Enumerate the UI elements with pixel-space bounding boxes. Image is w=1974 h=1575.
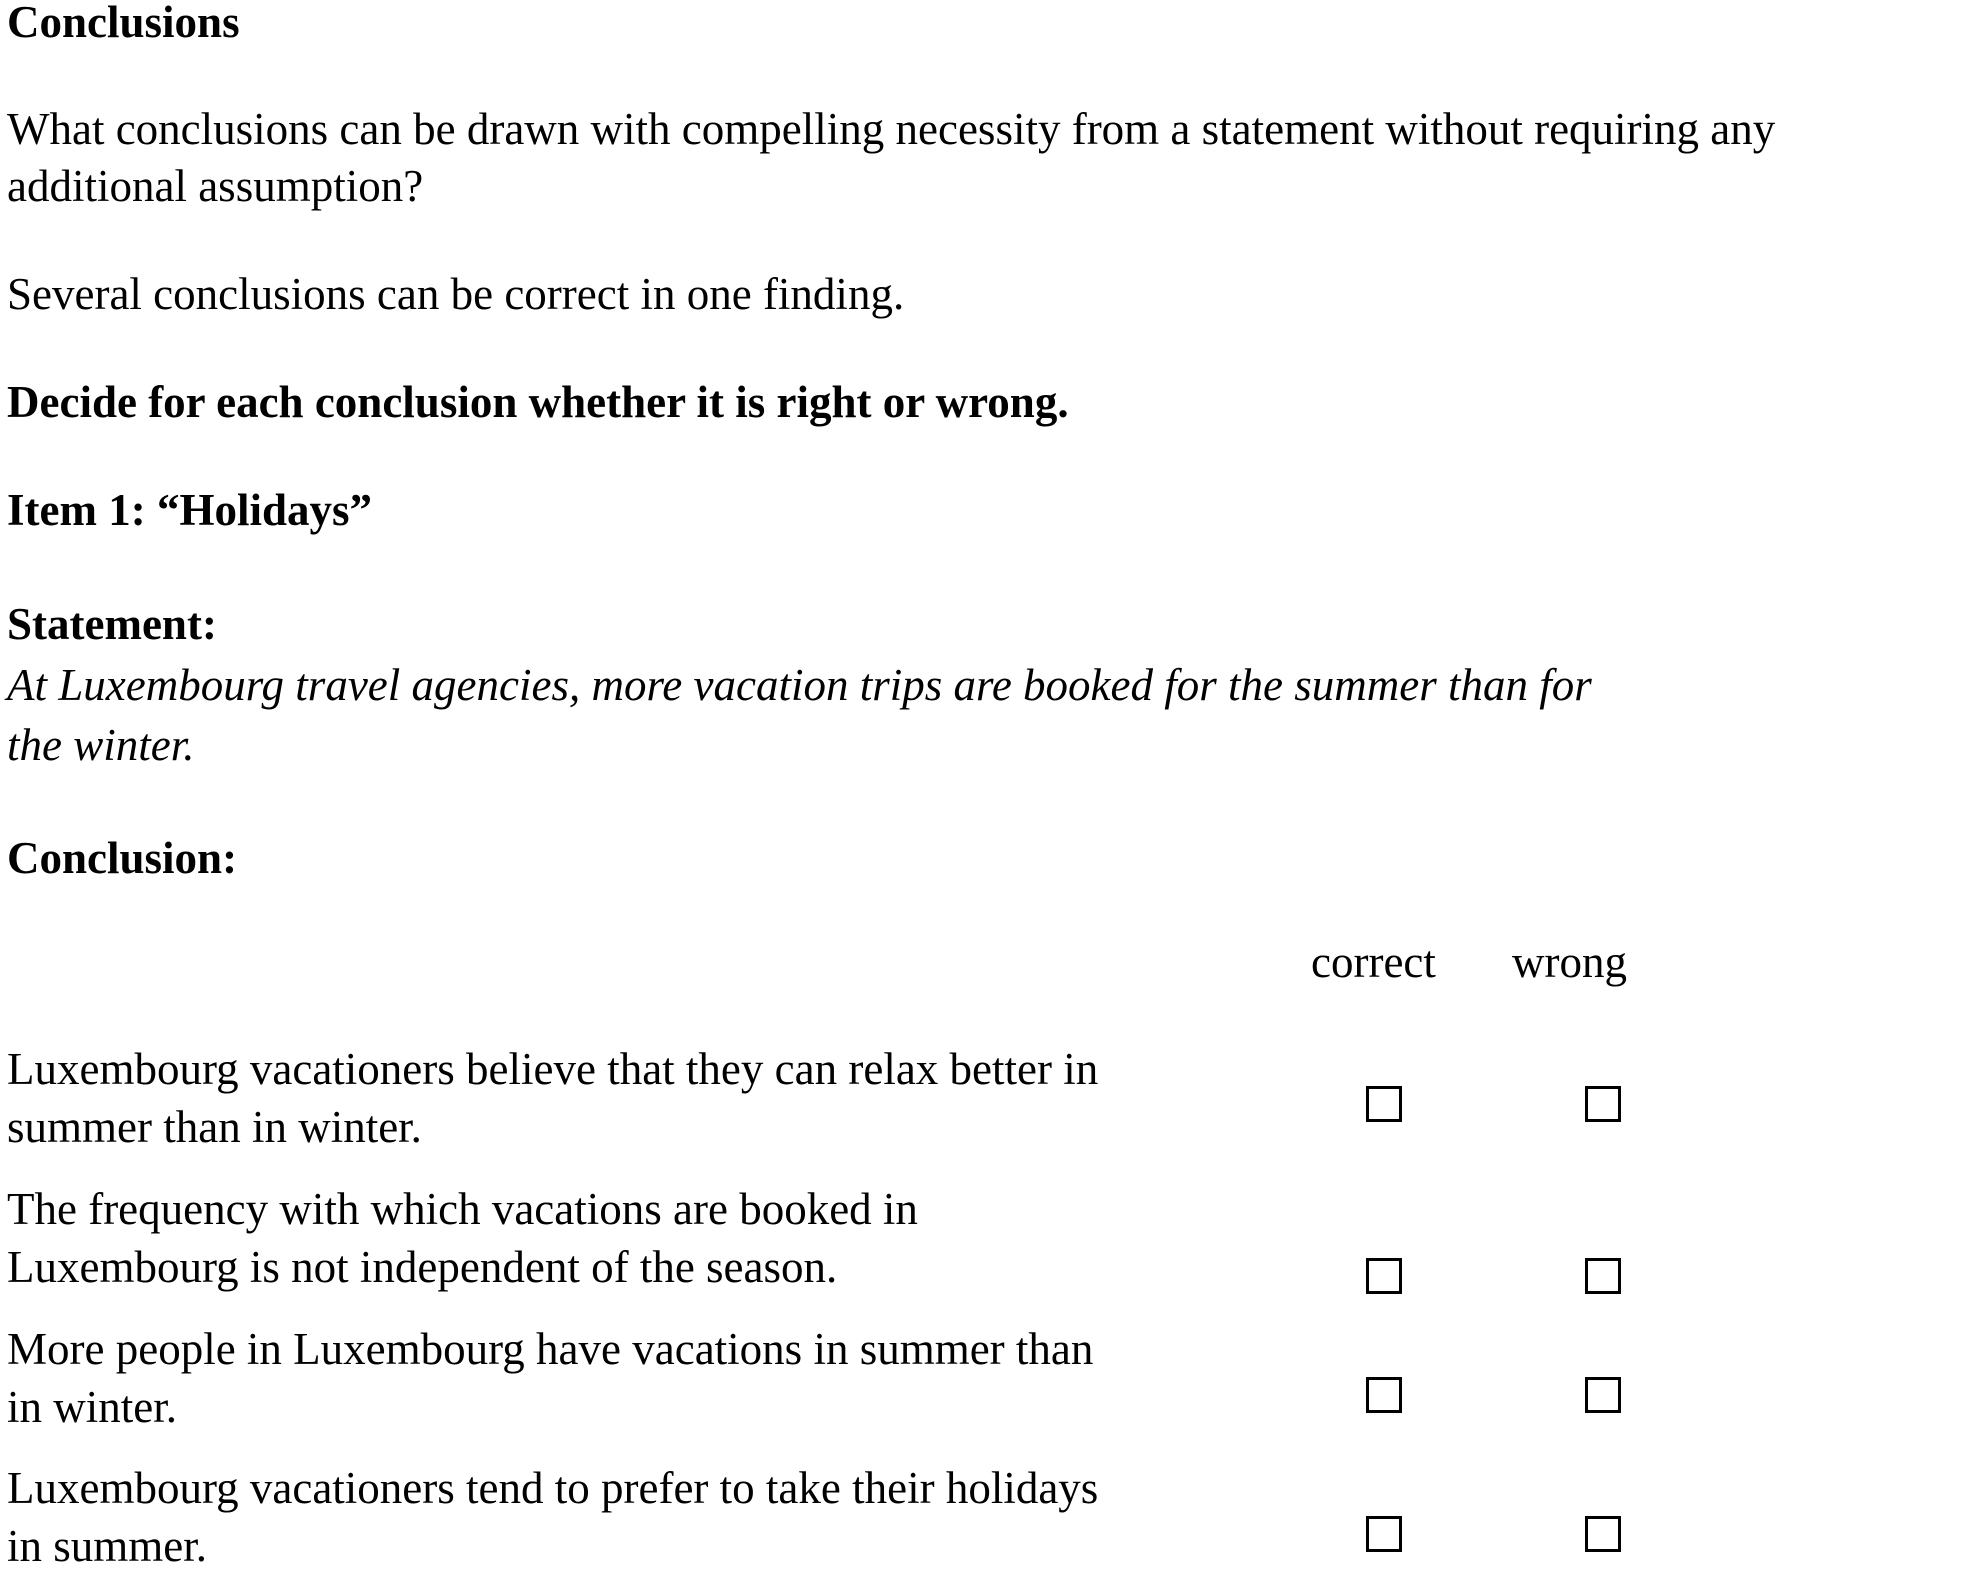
conclusion-2-text [7, 1180, 1207, 1296]
intro-note: Several conclusions can be correct in one finding. [7, 269, 905, 319]
conclusion-4-line-1: Luxembourg vacationers tend to prefer to take their holidays [7, 1463, 1099, 1513]
conclusion-1-correct-checkbox[interactable] [1366, 1086, 1402, 1122]
conclusion-1-wrong-checkbox[interactable] [1585, 1086, 1621, 1122]
conclusion-2-wrong-checkbox[interactable] [1585, 1258, 1621, 1294]
column-header-wrong: wrong [1512, 937, 1627, 987]
conclusion-2-line-2: Luxembourg is not independent of the season. [7, 1242, 838, 1292]
item-title: Item 1: “Holidays” [7, 485, 372, 535]
conclusion-4-correct-checkbox[interactable] [1366, 1516, 1402, 1552]
statement-line-1: At Luxembourg travel agencies, more vacation trips are booked for the summer than for [7, 660, 1592, 710]
statement-label: Statement: [7, 599, 217, 649]
conclusion-3-correct-checkbox[interactable] [1366, 1377, 1402, 1413]
conclusion-3-text [7, 1320, 1207, 1436]
conclusion-1-text [7, 1040, 1207, 1156]
statement-line-2: the winter. [7, 720, 195, 770]
conclusion-label: Conclusion: [7, 833, 238, 883]
conclusion-2-line-1: The frequency with which vacations are booked in [7, 1184, 918, 1234]
conclusion-1-line-2: summer than in winter. [7, 1102, 422, 1152]
column-header-correct: correct [1311, 937, 1436, 987]
conclusion-4-text [7, 1459, 1207, 1575]
conclusion-1-line-1: Luxembourg vacationers believe that they can relax better in [7, 1044, 1099, 1094]
conclusion-2-correct-checkbox[interactable] [1366, 1258, 1402, 1294]
conclusion-4-wrong-checkbox[interactable] [1585, 1516, 1621, 1552]
conclusion-4-line-2: in summer. [7, 1521, 207, 1571]
instruction: Decide for each conclusion whether it is right or wrong. [7, 377, 1069, 427]
section-title: Conclusions [7, 0, 240, 47]
intro-question-line-2: additional assumption? [7, 161, 424, 211]
conclusion-3-line-1: More people in Luxembourg have vacations in summer than [7, 1324, 1094, 1374]
intro-question-line-1: What conclusions can be drawn with compelling necessity from a statement without requiring any [7, 104, 1776, 154]
conclusion-3-wrong-checkbox[interactable] [1585, 1377, 1621, 1413]
conclusion-3-line-2: in winter. [7, 1382, 177, 1432]
